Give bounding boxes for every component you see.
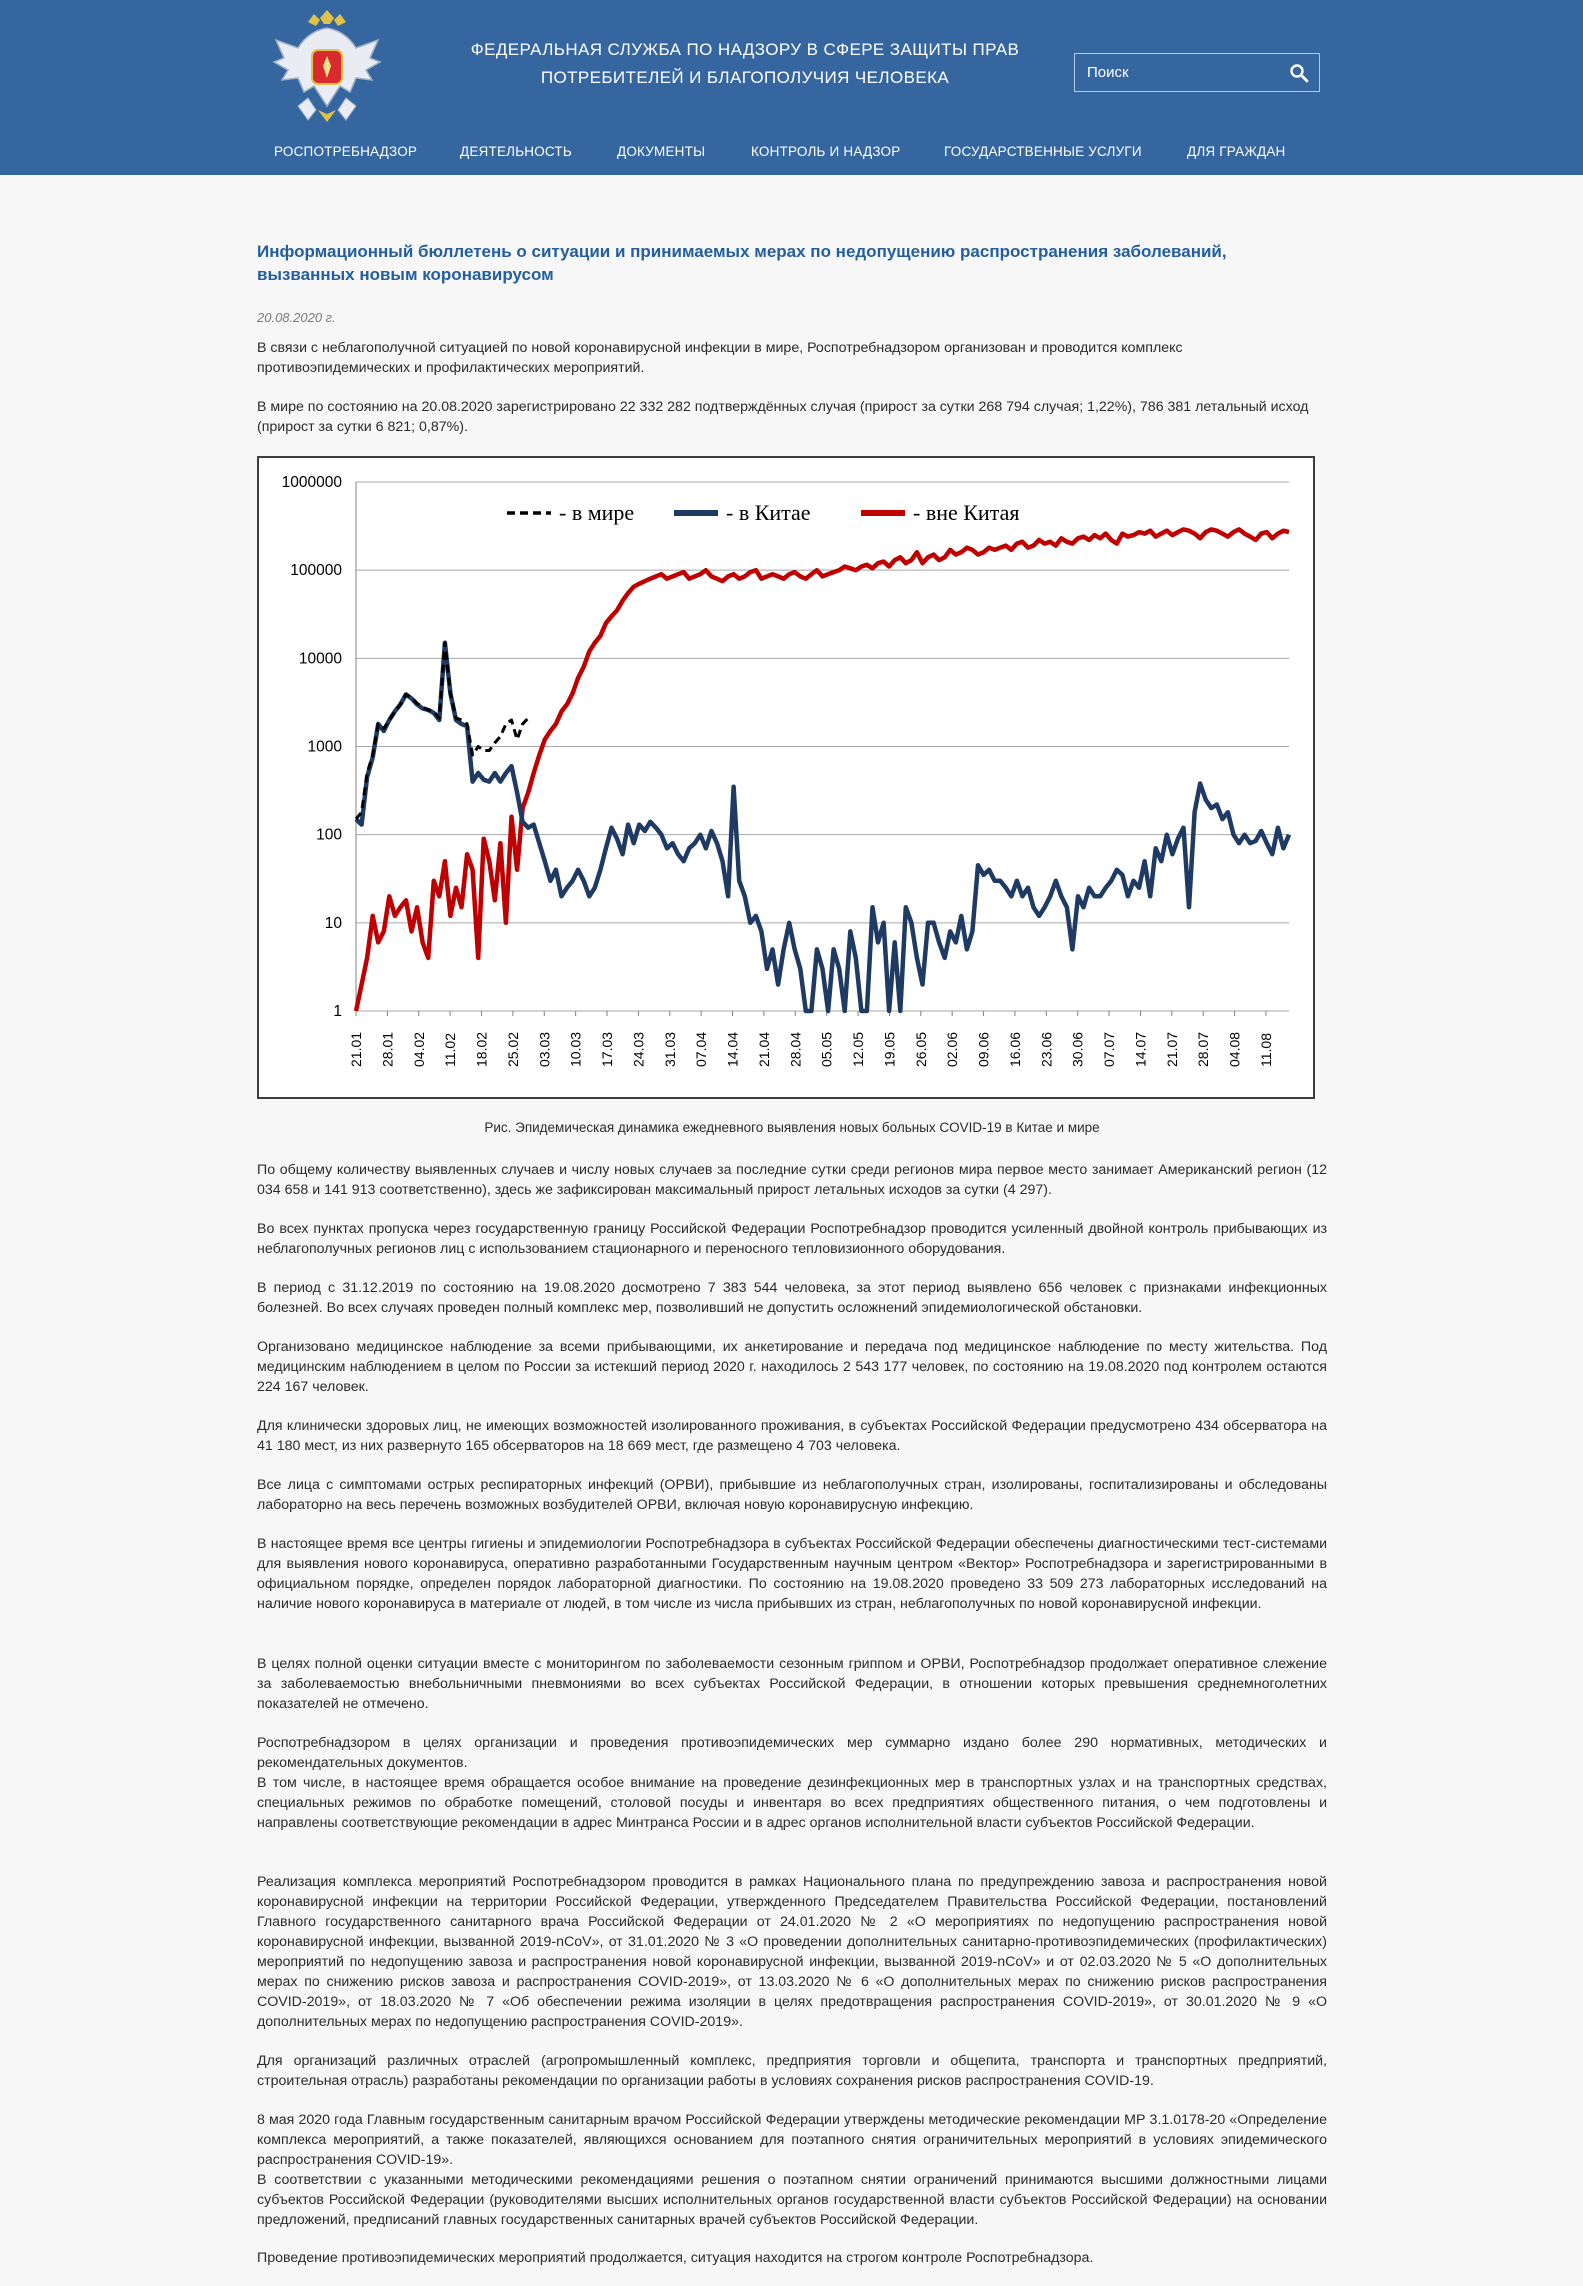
y-tick-label: 100000 <box>290 562 342 580</box>
series-line <box>356 529 1289 1011</box>
paragraph-1: В связи с неблагополучной ситуацией по новой коронавирусной инфекции в мире, Роспотребнадзором организован и проводится комплекс противоэпидемических и профилактических мероприятий. <box>257 340 1183 376</box>
paragraph-4: Во всех пунктах пропуска через государственную границу Российской Федерации Роспотребнадзор проводится усиленный двойной контроль прибывающих из неблагополучных регионов лиц с использованием стационарного и переносного тепловизионного оборудования. <box>257 1221 1327 1257</box>
x-tick-label: 17.03 <box>599 1031 616 1067</box>
x-tick-label: 11.02 <box>442 1033 459 1067</box>
paragraph-13: Реализация комплекса мероприятий Роспотребнадзором проводится в рамках Национального плана по предупреждению завоза и распространения новой коронавирусной инфекции на территории Российской Федерации, утвержденного Председателем Правительства Российской Федерации, постановлений Главного государственного санитарного врача Российской Федерации от 24.01.2020 № 2 «О мероприятиях по недопущению распространения новой коронавирусной инфекции, вызванной 2019-nCoV», от 31.01.2020 № 3 «О проведении дополнительных санитарно-противоэпидемических (профилактических) мероприятий по недопущению завоза и распространения новой коронавирусной инфекции, вызванной 2019-nCoV» и от 02.03.2020 № 5 «О дополнительных мерах по снижению рисков завоза и распространения COVID-2019», от 13.03.2020 № 6 «О дополнительных мерах по снижению рисков распространения COVID-2019», от 18.03.2020 № 7 «Об обеспечении режима изоляции в целях предотвращения распространения COVID-2019», от 30.01.2020 № 9 «О дополнительных мерах по недопущению распространения COVID-2019». <box>257 1874 1327 2030</box>
x-tick-label: 03.03 <box>536 1031 553 1067</box>
legend-label: - вне Китая <box>913 500 1020 525</box>
paragraph-12: В том числе, в настоящее время обращается особое внимание на проведение дезинфекционных мер в транспортных узлах и на транспортных средствах, специальных режимов по обработке помещений, столовой посуды и инвентаря во всех предприятиях общественного питания, о чем подготовлены и направлены соответствующие рекомендации в адрес Минтранса России и в адрес органов исполнительной власти субъектов Российской Федерации. <box>257 1775 1327 1831</box>
paragraph-17: Проведение противоэпидемических мероприятий продолжается, ситуация находится на строгом контроле Роспотребнадзора. <box>257 2250 1094 2266</box>
paragraph-14: Для организаций различных отраслей (агропромышленный комплекс, предприятия торговли и общепита, транспорта и транспортных предприятий, строительная отрасль) разработаны рекомендации по организации работы в условиях сохранения рисков распространения COVID-19. <box>257 2053 1327 2089</box>
x-tick-label: 14.07 <box>1132 1031 1149 1067</box>
series-line <box>356 643 1289 1011</box>
search-box <box>1074 53 1320 92</box>
y-tick-label: 10000 <box>298 650 342 668</box>
x-tick-label: 21.01 <box>348 1031 364 1067</box>
paragraph-8: Все лица с симптомами острых респираторных инфекций (ОРВИ), прибывшие из неблагополучных стран, изолированы, госпитализированы и обследованы лабораторно на весь перечень возможных возбудителей ОРВИ, включая новую коронавирусную инфекцию. <box>257 1477 1327 1513</box>
x-tick-label: 12.05 <box>850 1031 867 1067</box>
x-tick-label: 21.04 <box>755 1031 772 1067</box>
legend-label: - в мире <box>559 500 635 525</box>
x-tick-label: 07.04 <box>693 1031 710 1067</box>
x-tick-label: 04.02 <box>410 1031 427 1067</box>
article-title: Информационный бюллетень о ситуации и принимаемых мерах по недопущению распространения заболеваний, вызванных новым коронавирусом <box>257 242 1227 284</box>
x-tick-label: 16.06 <box>1006 1031 1023 1067</box>
site-header <box>0 0 1583 175</box>
x-tick-label: 24.03 <box>630 1031 647 1067</box>
site-title-line1: ФЕДЕРАЛЬНАЯ СЛУЖБА ПО НАДЗОРУ В СФЕРЕ ЗАЩИТЫ ПРАВ <box>470 40 1020 59</box>
x-tick-label: 28.01 <box>379 1031 396 1067</box>
nav-item-activity[interactable]: ДЕЯТЕЛЬНОСТЬ <box>460 144 572 159</box>
chart-svg <box>259 458 1313 1097</box>
x-tick-label: 31.03 <box>661 1031 678 1067</box>
article-date: 20.08.2020 г. <box>257 310 336 325</box>
x-tick-label: 26.05 <box>912 1031 929 1067</box>
x-tick-label: 05.05 <box>818 1031 835 1067</box>
x-tick-label: 04.08 <box>1226 1031 1243 1067</box>
x-tick-label: 10.03 <box>567 1031 584 1067</box>
y-tick-label: 10 <box>324 914 342 932</box>
epidemic-chart <box>257 456 1315 1099</box>
x-tick-label: 11.08 <box>1257 1033 1274 1067</box>
paragraph-11: Роспотребнадзором в целях организации и проведения противоэпидемических мер суммарно издано более 290 нормативных, методических и рекомендательных документов. <box>257 1735 1327 1771</box>
x-tick-label: 23.06 <box>1038 1031 1055 1067</box>
main-nav <box>0 140 1583 166</box>
paragraph-3: По общему количеству выявленных случаев и числу новых случаев за последние сутки среди регионов мира первое место занимает Американский регион (12 034 658 и 141 913 соответственно), здесь же зафиксирован максимальный прирост летальных исходов за сутки (4 297). <box>257 1162 1327 1198</box>
search-icon[interactable] <box>1289 63 1309 83</box>
paragraph-2: В мире по состоянию на 20.08.2020 зарегистрировано 22 332 282 подтверждённых случая (прирост за сутки 268 794 случая; 1,22%), 786 381 летальный исход (прирост за сутки 6 821; 0,87%). <box>257 399 1309 435</box>
x-tick-label: 07.07 <box>1101 1031 1118 1067</box>
y-tick-label: 100 <box>316 826 342 844</box>
y-tick-label: 1 <box>333 1003 342 1020</box>
paragraph-7: Для клинически здоровых лиц, не имеющих возможностей изолированного проживания, в субъектах Российской Федерации предусмотрено 434 обсерватора на 41 180 мест, из них развернуто 165 обсерваторов на 18 669 мест, где размещено 4 703 человека. <box>257 1418 1327 1454</box>
paragraph-16: В соответствии с указанными методическими рекомендациями решения о поэтапном снятии ограничений принимаются высшими должностными лицами субъектов Российской Федерации (руководителями высших исполнительных органов государственной власти субъектов Российской Федерации) на основании предложений, предписаний главных государственных санитарных врачей субъектов Российской Федерации. <box>257 2172 1327 2228</box>
nav-item-citizens[interactable]: ДЛЯ ГРАЖДАН <box>1187 144 1286 159</box>
x-tick-label: 19.05 <box>881 1031 898 1067</box>
y-tick-label: 1000000 <box>281 474 342 491</box>
paragraph-9: В настоящее время все центры гигиены и эпидемиологии Роспотребнадзора в субъектах Российской Федерации обеспечены диагностическими тест-системами для выявления нового коронавируса, оперативно разработанными Государственным научным центром «Вектор» Роспотребнадзора и зарегистрированными в официальном порядке, определен порядок лабораторной диагностики. По состоянию на 19.08.2020 проведено 33 509 273 лабораторных исследований на наличие нового коронавируса в материале от людей, в том числе из числа прибывших из стран, неблагополучных по новой коронавирусной инфекции. <box>257 1536 1327 1612</box>
paragraph-10: В целях полной оценки ситуации вместе с мониторингом по заболеваемости сезонным гриппом и ОРВИ, Роспотребнадзор продолжает оперативное слежение за заболеваемостью внебольничными пневмониями во всех субъектах Российской Федерации, в отношении которых превышения среднемноголетних показателей не отмечено. <box>257 1656 1327 1712</box>
nav-item-services[interactable]: ГОСУДАРСТВЕННЫЕ УСЛУГИ <box>944 144 1142 159</box>
x-tick-label: 21.07 <box>1163 1031 1180 1067</box>
paragraph-5: В период с 31.12.2019 по состоянию на 19.08.2020 досмотрено 7 383 544 человека, за этот период выявлено 656 человек с признаками инфекционных болезней. Во всех случаях проведен полный комплекс мер, позволивший не допустить осложнений эпидемиологической обстановки. <box>257 1280 1327 1316</box>
x-tick-label: 28.07 <box>1195 1031 1212 1067</box>
x-tick-label: 28.04 <box>787 1031 804 1067</box>
nav-item-rospotrebnadzor[interactable]: РОСПОТРЕБНАДЗОР <box>274 144 418 159</box>
nav-item-control[interactable]: КОНТРОЛЬ И НАДЗОР <box>751 144 901 159</box>
site-title <box>455 36 1035 92</box>
x-tick-label: 09.06 <box>975 1031 992 1067</box>
y-tick-label: 1000 <box>307 738 342 756</box>
site-title-line2: ПОТРЕБИТЕЛЕЙ И БЛАГОПОЛУЧИЯ ЧЕЛОВЕКА <box>540 68 950 87</box>
x-tick-label: 02.06 <box>944 1031 961 1067</box>
x-tick-label: 18.02 <box>473 1031 490 1067</box>
nav-item-documents[interactable]: ДОКУМЕНТЫ <box>617 144 706 159</box>
x-tick-label: 30.06 <box>1069 1031 1086 1067</box>
paragraph-15: 8 мая 2020 года Главным государственным санитарным врачом Российской Федерации утверждены методические рекомендации МР 3.1.0178-20 «Определение комплекса мероприятий, а также показателей, являющихся основанием для поэтапного снятия ограничительных мероприятий в условиях эпидемического распространения COVID-19». <box>257 2112 1327 2168</box>
coat-of-arms-logo[interactable] <box>268 10 386 130</box>
x-tick-label: 14.04 <box>724 1031 741 1067</box>
chart-caption: Рис. Эпидемическая динамика ежедневного выявления новых больных COVID-19 в Китае и мире <box>484 1120 1100 1135</box>
search-input[interactable] <box>1075 54 1280 91</box>
x-tick-label: 25.02 <box>504 1031 521 1067</box>
paragraph-6: Организовано медицинское наблюдение за всеми прибывающими, их анкетирование и передача под медицинское наблюдение по месту жительства. Под медицинским наблюдением в целом по России за истекший период 2020 г. находилось 2 543 177 человек, по состоянию на 19.08.2020 под контролем остаются 224 167 человек. <box>257 1339 1327 1395</box>
legend-label: - в Китае <box>726 500 811 525</box>
article-header <box>257 240 1327 286</box>
